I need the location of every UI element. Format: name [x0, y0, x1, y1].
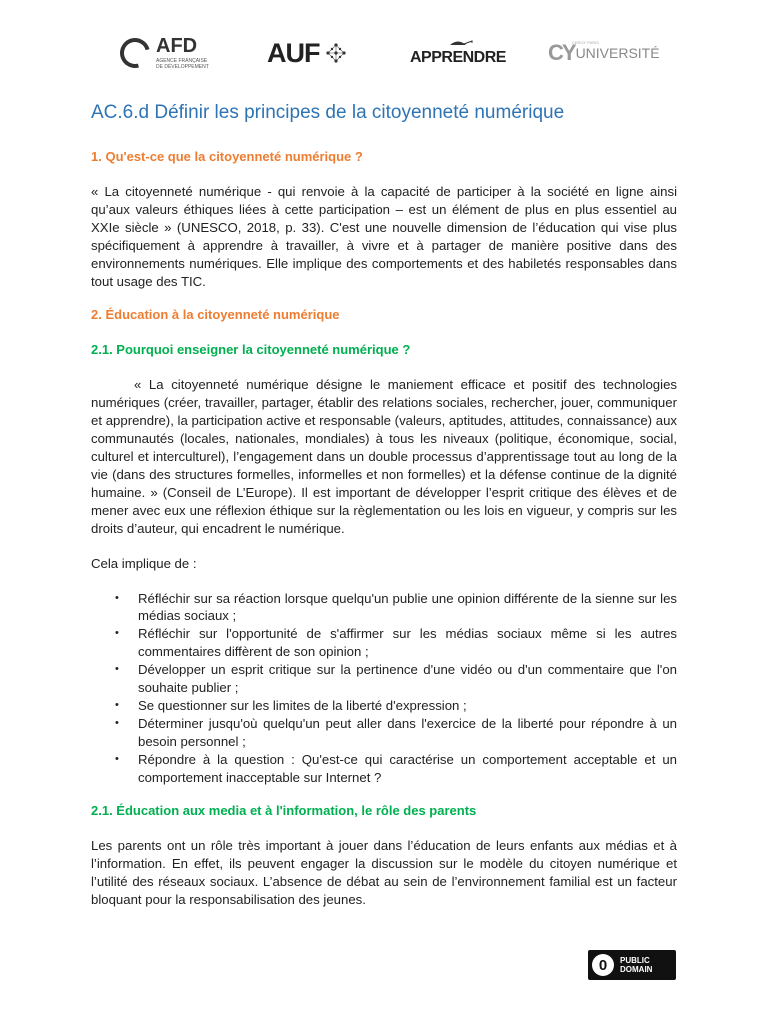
afd-logo-subtitle: AGENCE FRANÇAISE DE DÉVELOPPEMENT: [156, 58, 209, 70]
afd-logo-name: AFD: [156, 35, 198, 57]
section-2-heading: 2. Éducation à la citoyenneté numérique: [91, 307, 340, 323]
partner-logos: [100, 30, 660, 76]
afd-ring-icon: [115, 33, 156, 74]
section-2-1b-heading: 2.1. Éducation aux media et à l'information, le rôle des parents: [91, 803, 477, 819]
implications-list: [91, 590, 677, 787]
cy-logo-subtitle: CERGY PARIS: [572, 40, 599, 45]
section-2-1-paragraph: « La citoyenneté numérique désigne le maniement efficace et positif des technologies numériques (créer, travailler, partager, établir des relations sociales, rechercher, jouer, communiquer et apprendre), la participation active et responsable (valeurs, aptitudes, attitudes, connaissance) aux communautés (locales, nationales, mondiales) à tous les niveaux (politique, économique, social, culturel et interculturel), l’engagement dans un double processus d’apprentissage tout au long de la vie (dans des structures formelles, informelles et non formelles) et la défense continue de la dignité humaine. » (Conseil de L’Europe). Il est important de développer l’esprit critique des élèves et de mener avec eux une réflexion éthique sur la règlementation ou les lois en vigueur, y compris sur les droits d’auteur, qui encadrent le numérique.: [91, 377, 677, 536]
license-line-1: PUBLIC: [620, 956, 650, 965]
list-item: • Réfléchir sur l'opportunité de s'affirmer sur les médias sociaux même si les autres commentaires diffèrent de son opinion ;: [115, 626, 677, 660]
cy-logo-word: UNIVERSITÉ: [575, 45, 660, 61]
bullet-icon: •: [115, 698, 119, 711]
bullet-icon: •: [115, 752, 119, 765]
section-1-paragraph: « La citoyenneté numérique - qui renvoie à la capacité de participer à la société en ligne ainsi qu’aux valeurs éthiques liées à cette participation – est un élément de plus en plus essentiel au XXIe siècle » (UNESCO, 2018, p. 33). C'est une nouvelle dimension de l’éducation qui vise plus spécifiquement à apprendre à travailler, à vivre et à partager de manière positive dans des environnements numériques. Elle implique des comportements et des habiletés responsables dans tout usage des TIC.: [91, 184, 677, 289]
public-domain-icon: 0: [592, 954, 614, 976]
implies-intro: Cela implique de :: [91, 555, 197, 571]
list-item: • Réfléchir sur sa réaction lorsque quelqu'un publie une opinion différente de la sienne sur les médias sociaux ;: [115, 590, 677, 624]
bullet-icon: •: [115, 627, 119, 640]
bullet-icon: •: [115, 663, 119, 676]
bullet-icon: •: [115, 716, 119, 729]
auf-network-icon: [324, 41, 348, 65]
apprendre-logo-name: APPRENDRE: [410, 49, 506, 66]
list-item: • Répondre à la question : Qu'est-ce qui caractérise un comportement acceptable et un comportement inacceptable sur Internet ?: [115, 751, 677, 785]
list-item: • Se questionner sur les limites de la liberté d'expression ;: [115, 697, 467, 713]
section-1-heading: 1. Qu'est-ce que la citoyenneté numérique ?: [91, 149, 363, 164]
cy-universite-logo: [548, 30, 660, 76]
auf-logo-name: AUF: [267, 37, 320, 68]
section-2-1-heading: 2.1. Pourquoi enseigner la citoyenneté numérique ?: [91, 342, 411, 358]
list-item: • Déterminer jusqu'où quelqu'un peut aller dans l'exercice de la liberté pour répondre à un besoin personnel ;: [115, 715, 677, 749]
license-line-2: DOMAIN: [620, 965, 653, 974]
section-2-1b-paragraph: Les parents ont un rôle très important à jouer dans l’éducation de leurs enfants aux médias et à l’information. En effet, ils peuvent engager la discussion sur le modèle du citoyen numérique et l’utilité des réseaux sociaux. L’absence de débat au sein de l’environnement familial est un facteur bloquant pour la responsabilisation des jeunes.: [91, 838, 677, 908]
document-body: [91, 100, 677, 909]
list-item: • Développer un esprit critique sur la pertinence d'une vidéo ou d'un commentaire que l'on souhaite publier ;: [115, 662, 677, 696]
auf-logo: [267, 30, 348, 76]
cy-logo-mark: CY: [548, 40, 575, 65]
afd-logo: [120, 30, 209, 76]
graduation-hat-icon: [428, 39, 488, 49]
page-title: AC.6.d Définir les principes de la citoyenneté numérique: [91, 102, 565, 123]
bullet-icon: •: [115, 591, 119, 604]
public-domain-badge: [588, 950, 676, 980]
apprendre-logo: [410, 30, 506, 76]
